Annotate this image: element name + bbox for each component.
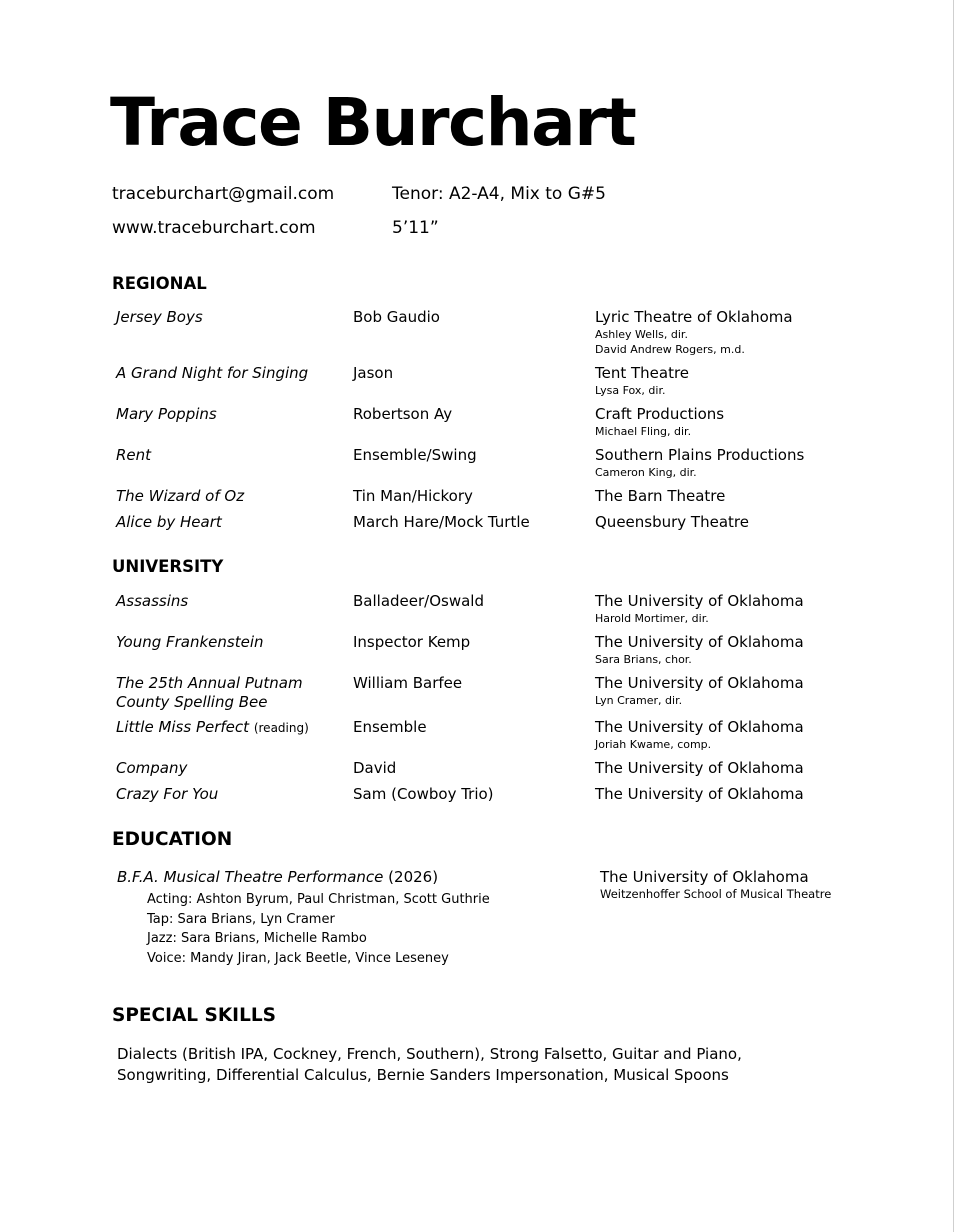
teacher-line: Voice: Mandy Jiran, Jack Beetle, Vince Leseney: [147, 951, 449, 967]
show-title: Assassins: [116, 592, 189, 610]
show-note: (reading): [253, 721, 309, 735]
website-link[interactable]: www.traceburchart.com: [112, 218, 316, 238]
teacher-line: Jazz: Sara Brians, Michelle Rambo: [147, 931, 367, 947]
venue: [595, 308, 793, 357]
venue-name: The University of Oklahoma: [595, 633, 804, 651]
venue: [595, 513, 749, 532]
venue-name: Tent Theatre: [595, 364, 690, 382]
voice-type: Tenor: A2-A4, Mix to G#5: [392, 184, 606, 204]
venue: [595, 364, 689, 398]
role: William Barfee: [353, 674, 463, 692]
venue-name: Southern Plains Productions: [595, 446, 805, 464]
credit-note: Sara Brians, chor.: [595, 653, 692, 666]
role: Jason: [353, 364, 394, 382]
credit-note: Cameron King, dir.: [595, 466, 697, 479]
show-title-text: Little Miss Perfect: [116, 718, 250, 736]
credit-note: Joriah Kwame, comp.: [595, 738, 712, 751]
venue-name: Craft Productions: [595, 405, 725, 423]
show-title: Crazy For You: [116, 785, 219, 803]
show-title: [116, 718, 309, 738]
credit-note: Ashley Wells, dir.: [595, 328, 688, 341]
credit-note: Lyn Cramer, dir.: [595, 694, 683, 707]
show-title: Alice by Heart: [116, 513, 222, 531]
show-title: Jersey Boys: [116, 308, 203, 326]
performer-name: Trace Burchart: [110, 84, 636, 161]
role: Ensemble: [353, 718, 427, 736]
credit-note: Lysa Fox, dir.: [595, 384, 666, 397]
venue-name: Lyric Theatre of Oklahoma: [595, 308, 793, 326]
height: 5’11”: [392, 218, 439, 238]
venue: [595, 446, 804, 480]
section-title-university: UNIVERSITY: [112, 557, 224, 576]
show-title: The 25th Annual Putnam County Spelling Bee: [116, 674, 303, 711]
role: Ensemble/Swing: [353, 446, 477, 464]
venue-name: Queensbury Theatre: [595, 513, 749, 531]
venue-name: The University of Oklahoma: [595, 674, 804, 692]
role: Sam (Cowboy Trio): [353, 785, 494, 803]
show-title: Young Frankenstein: [116, 633, 264, 651]
show-title: The Wizard of Oz: [116, 487, 245, 505]
skills-text: Dialects (British IPA, Cockney, French, Southern), Strong Falsetto, Guitar and Piano, Songwriting, Differential Calculus, Bernie Sanders Impersonation, Musical Spoons: [117, 1045, 742, 1084]
venue: [595, 785, 804, 804]
venue: [595, 718, 804, 752]
credit-note: Michael Fling, dir.: [595, 425, 692, 438]
school: [600, 868, 831, 902]
email-link[interactable]: traceburchart@gmail.com: [112, 184, 335, 204]
credit-note: David Andrew Rogers, m.d.: [595, 343, 745, 356]
venue: [595, 674, 804, 708]
venue: [595, 592, 804, 626]
show-title: Rent: [116, 446, 152, 464]
role: Inspector Kemp: [353, 633, 471, 651]
degree-year: (2026): [388, 868, 439, 886]
school-name: The University of Oklahoma: [600, 868, 809, 886]
teacher-line: Acting: Ashton Byrum, Paul Christman, Scott Guthrie: [147, 892, 490, 907]
role: Robertson Ay: [353, 405, 453, 423]
role: Balladeer/Oswald: [353, 592, 484, 610]
teacher-line: Tap: Sara Brians, Lyn Cramer: [147, 911, 335, 927]
venue-name: The University of Oklahoma: [595, 785, 804, 803]
degree-name: B.F.A. Musical Theatre Performance: [117, 868, 384, 886]
role: Bob Gaudio: [353, 308, 440, 326]
venue: [595, 405, 724, 439]
section-title-skills: SPECIAL SKILLS: [112, 1005, 276, 1026]
section-title-education: EDUCATION: [112, 829, 233, 850]
teacher-list: [147, 890, 490, 969]
venue: [595, 487, 725, 506]
show-title: Company: [116, 759, 188, 777]
role: David: [353, 759, 397, 777]
school-subtitle: Weitzenhoffer School of Musical Theatre: [600, 887, 832, 901]
venue-name: The Barn Theatre: [595, 487, 726, 505]
role: March Hare/Mock Turtle: [353, 513, 530, 531]
venue: [595, 633, 804, 667]
venue-name: The University of Oklahoma: [595, 759, 804, 777]
credit-note: Harold Mortimer, dir.: [595, 612, 709, 625]
degree: [117, 868, 438, 887]
show-title: Mary Poppins: [116, 405, 217, 423]
venue-name: The University of Oklahoma: [595, 718, 804, 736]
show-title: A Grand Night for Singing: [116, 364, 309, 382]
venue: [595, 759, 804, 778]
venue-name: The University of Oklahoma: [595, 592, 804, 610]
role: Tin Man/Hickory: [353, 487, 473, 505]
section-title-regional: REGIONAL: [112, 274, 207, 293]
